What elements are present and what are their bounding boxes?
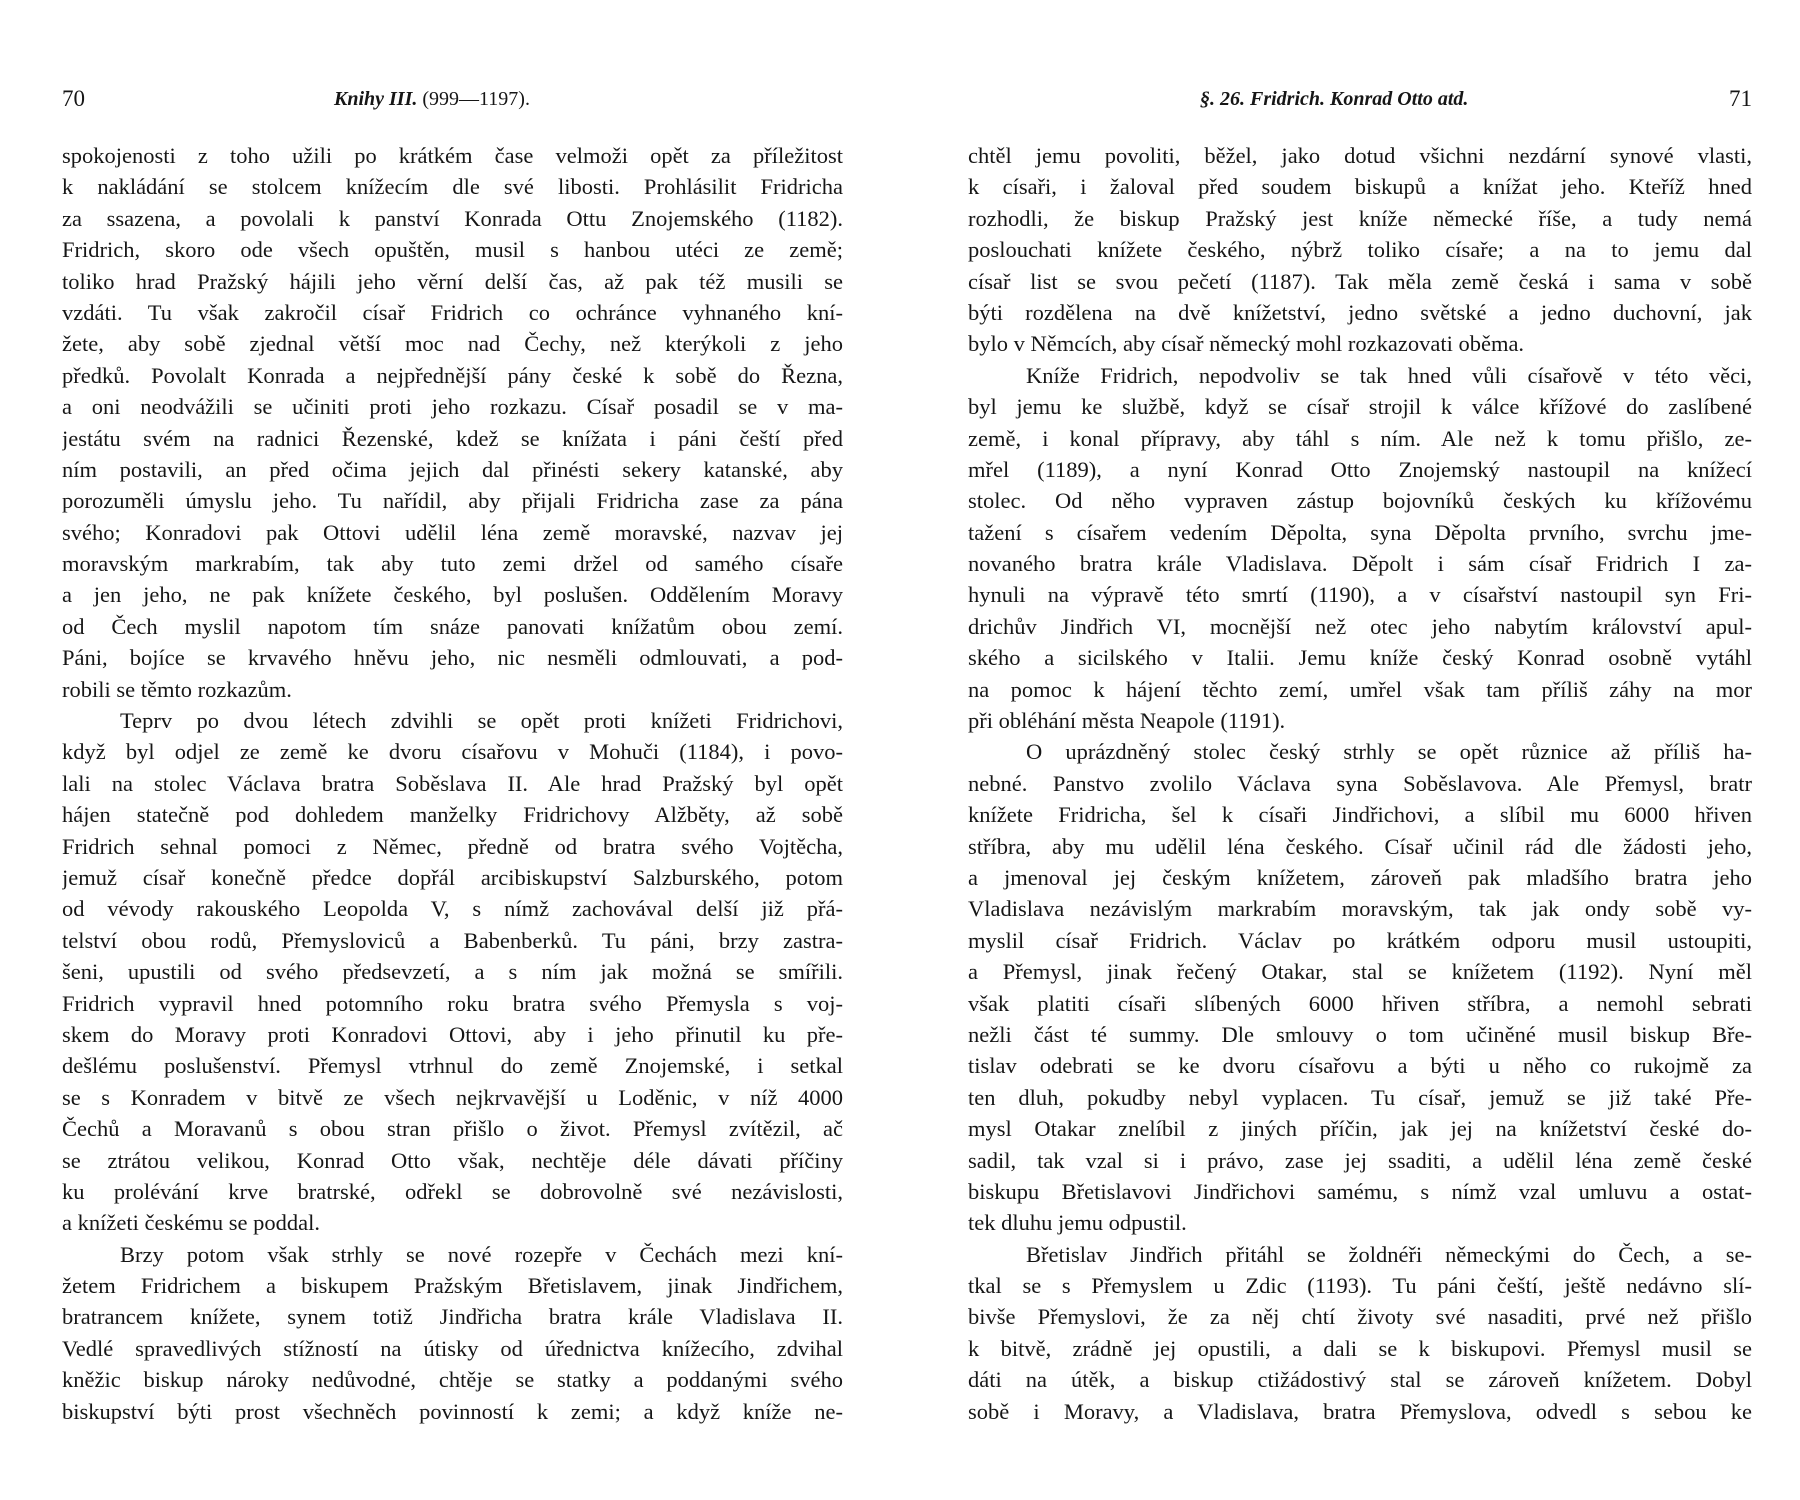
text-line: od vévody rakouského Leopolda V, s nímž zachovával delší již přá-	[62, 896, 843, 922]
text-line: když byl odjel ze země ke dvoru císařovu v Mohuči (1184), i povo-	[62, 739, 843, 765]
text-line: Čechů a Moravanů s obou stran přišlo o život. Přemysl zvítězil, ač	[62, 1116, 843, 1142]
text-line: od Čech myslil napotom tím snáze panovati knížatům obou zemí.	[62, 613, 843, 639]
text-line: biskupu Břetislavovi Jindřichovi samému, s nímž vzal umluvu a ostat-	[968, 1178, 1752, 1204]
text-line: žetem Fridrichem a biskupem Pražským Břetislavem, jinak Jindřichem,	[62, 1273, 843, 1299]
text-line: žete, aby sobě zjednal větší moc nad Čechy, než kterýkoli z jeho	[62, 331, 843, 357]
text-line: sadil, tak vzal si i právo, zase jej ssaditi, a udělil léna země české	[968, 1147, 1752, 1173]
text-line: tek dluhu jemu odpustil.	[968, 1210, 1187, 1236]
text-line: na pomoc k hájení těchto zemí, umřel však tam příliš záhy na mor	[968, 676, 1752, 702]
text-line: a knížeti českému se poddal.	[62, 1210, 321, 1236]
text-line: porozuměli úmyslu jeho. Tu nařídil, aby přijali Fridricha zase za pána	[62, 488, 843, 514]
text-line: však platiti císaři slíbených 6000 hřiven stříbra, a nemohl sebrati	[968, 990, 1752, 1016]
text-line: býti rozdělena na dvě knížetství, jedno světské a jedno duchovní, jak	[968, 299, 1752, 325]
text-line: se s Konradem v bitvě ze všech nejkrvavější u Loděnic, v níž 4000	[62, 1084, 843, 1110]
text-line: ku prolévání krve bratrské, odřekl se dobrovolně své nezávislosti,	[62, 1178, 843, 1204]
text-line: nežli část té summy. Dle smlouvy o tom učiněné musil biskup Bře-	[968, 1021, 1752, 1047]
text-line: moravským markrabím, tak aby tuto zemi držel od samého císaře	[62, 551, 843, 577]
text-line: Páni, bojíce se krvavého hněvu jeho, nic nesměli odmlouvati, a pod-	[62, 645, 843, 671]
text-line: spokojenosti z toho užili po krátkém čase velmoži opět za příležitost	[62, 143, 843, 168]
text-line: lali na stolec Václava bratra Soběslava II. Ale hrad Pražský byl opět	[62, 770, 843, 796]
right-page-text	[968, 140, 1752, 1427]
text-line: při obléhání města Neapole (1191).	[968, 708, 1286, 734]
text-line: knížete Fridricha, šel k císaři Jindřichovi, a slíbil mu 6000 hřiven	[968, 802, 1752, 828]
text-line: tažení s císařem vedením Děpolta, syna Děpolta prvního, svrchu jme-	[968, 519, 1752, 545]
left-page	[62, 0, 843, 1500]
text-line: stříbra, aby mu udělil léna českého. Císař učinil rád dle žádosti jeho,	[968, 833, 1752, 859]
running-title-text: Knihy III.	[334, 88, 418, 110]
running-title	[334, 88, 530, 111]
running-title: §. 26. Fridrich. Konrad Otto atd.	[1200, 88, 1469, 110]
text-line: tislav odebrati se ke dvoru císařovu a býti u něho co rukojmě za	[968, 1053, 1752, 1079]
text-line: bratrancem knížete, synem totiž Jindřicha bratra krále Vladislava II.	[62, 1304, 843, 1330]
text-line: nebné. Panstvo zvolilo Václava syna Soběslavova. Ale Přemysl, bratr	[968, 770, 1752, 796]
text-line: skem do Moravy proti Konradovi Ottovi, aby i jeho přinutil ku pře-	[62, 1021, 843, 1047]
text-line: se ztrátou velikou, Konrad Otto však, nechtěje déle dávati příčiny	[62, 1147, 843, 1173]
running-title-years: (999—1197).	[422, 88, 530, 110]
text-line: vzdáti. Tu však zakročil císař Fridrich co ochránce vyhnaného kní-	[62, 299, 843, 325]
text-line: císař list se svou pečetí (1187). Tak měla země česká i sama v sobě	[968, 268, 1752, 294]
text-line: toliko hrad Pražský hájili jeho věrní delší čas, až pak též musili se	[62, 268, 843, 294]
text-line: svého; Konradovi pak Ottovi udělil léna země moravské, nazvav jej	[62, 519, 843, 545]
text-line: telství obou rodů, Přemysloviců a Babenberků. Tu páni, brzy zastra-	[62, 927, 843, 953]
text-line: Brzy potom však strhly se nové rozepře v Čechách mezi kní-	[120, 1241, 843, 1267]
left-page-text	[62, 140, 843, 1427]
text-line: bylo v Němcích, aby císař německý mohl rozkazovati oběma.	[968, 331, 1525, 357]
text-line: ten dluh, pokudby nebyl vyplacen. Tu císař, jemuž se již také Pře-	[968, 1084, 1752, 1110]
text-line: byl jemu ke službě, když se císař strojil k válce křížové do zaslíbené	[968, 394, 1752, 420]
text-line: jestátu svém na radnici Řezenské, kdež se knížata i páni čeští před	[62, 425, 843, 451]
text-line: sobě i Moravy, a Vladislava, bratra Přemyslova, odvedl s sebou ke	[968, 1398, 1752, 1424]
text-line: Kníže Fridrich, nepodvoliv se tak hned vůli císařově v této věci,	[1026, 362, 1752, 388]
page-number: 71	[1729, 86, 1752, 111]
text-line: rozhodli, že biskup Pražský jest kníže německé říše, a tudy nemá	[968, 205, 1752, 231]
text-line: hájen statečně pod dohledem manželky Fridrichovy Alžběty, až sobě	[62, 802, 843, 828]
text-line: a Přemysl, jinak řečený Otakar, stal se knížetem (1192). Nyní měl	[968, 959, 1752, 985]
text-line: chtěl jemu povoliti, běžel, jako dotud všichni nezdární synové vlasti,	[968, 143, 1752, 168]
text-line: ním postavili, an před očima jejich dal přinésti sekery katanské, aby	[62, 456, 843, 482]
text-line: Vladislava nezávislým markrabím moravským, tak jak ondy sobě vy-	[968, 896, 1752, 922]
text-line: O uprázdněný stolec český strhly se opět různice až příliš ha-	[1026, 739, 1752, 765]
text-line: země, i konal přípravy, aby táhl s ním. Ale než k tomu přišlo, ze-	[968, 425, 1752, 451]
text-line: Fridrich vypravil hned potomního roku bratra svého Přemysla s voj-	[62, 990, 843, 1016]
text-line: k císaři, i žaloval před soudem biskupů a knížat jeho. Kteříž hned	[968, 174, 1752, 200]
right-running-head	[968, 88, 1752, 118]
text-line: a oni neodvážili se učiniti proti jeho rozkazu. Císař posadil se v ma-	[62, 394, 843, 420]
page-number: 70	[62, 86, 85, 111]
text-line: kněžic biskup nároky nedůvodné, chtěje se statky a poddanými svého	[62, 1367, 843, 1393]
text-line: šeni, upustili od svého předsevzetí, a s ním jak možná se smířili.	[62, 959, 843, 985]
text-line: předků. Povolalt Konrada a nejpřednější pány české k sobě do Řezna,	[62, 362, 843, 388]
text-line: za ssazena, a povolali k panství Konrada Ottu Znojemského (1182).	[62, 205, 843, 231]
left-running-head	[62, 88, 843, 118]
text-line: myslil císař Fridrich. Václav po krátkém odporu musil ustoupiti,	[968, 927, 1752, 953]
text-line: stolec. Od něho vypraven zástup bojovníků českých ku křížovému	[968, 488, 1752, 514]
text-line: a jmenoval jej českým knížetem, zároveň pak mladšího bratra jeho	[968, 864, 1752, 890]
text-line: Fridrich sehnal pomoci z Němec, předně od bratra svého Vojtěcha,	[62, 833, 843, 859]
text-line: Fridrich, skoro ode všech opuštěn, musil s hanbou utéci ze země;	[62, 237, 843, 263]
text-line: Teprv po dvou létech zdvihli se opět proti knížeti Fridrichovi,	[120, 708, 843, 734]
text-line: biskupství býti prost všechněch povinností k zemi; a když kníže ne-	[62, 1398, 843, 1424]
text-line: mysl Otakar znelíbil z jiných příčin, jak jej na knížetství české do-	[968, 1116, 1752, 1142]
text-line: dešlému poslušenství. Přemysl vtrhnul do země Znojemské, i setkal	[62, 1053, 843, 1079]
text-line: hynuli na výpravě této smrtí (1190), a v císařství nastoupil syn Fri-	[968, 582, 1752, 608]
text-line: novaného bratra krále Vladislava. Děpolt i sám císař Fridrich I za-	[968, 551, 1752, 577]
text-line: jemuž císař konečně předce dopřál arcibiskupství Salzburského, potom	[62, 864, 843, 890]
text-line: dáti na útěk, a biskup ctižádostivý stal se zároveň knížetem. Dobyl	[968, 1367, 1752, 1393]
text-line: mřel (1189), a nyní Konrad Otto Znojemský nastoupil na knížecí	[968, 456, 1752, 482]
text-line: k nakládání se stolcem knížecím dle své libosti. Prohlásilit Fridricha	[62, 174, 843, 200]
text-line: Vedlé spravedlivých stížností na útisky od úřednictva knížecího, zdvihal	[62, 1335, 843, 1361]
text-line: drichův Jindřich VI, mocnější než otec jeho nabytím království apul-	[968, 613, 1752, 639]
text-line: k bitvě, zrádně jej opustili, a dali se k biskupovi. Přemysl musil se	[968, 1335, 1752, 1361]
text-line: tkal se s Přemyslem u Zdic (1193). Tu páni čeští, ještě nedávno slí-	[968, 1273, 1752, 1299]
text-line: a jen jeho, ne pak knížete českého, byl poslušen. Oddělením Moravy	[62, 582, 843, 608]
right-page	[968, 0, 1752, 1500]
text-line: poslouchati knížete českého, nýbrž toliko císaře; a na to jemu dal	[968, 237, 1752, 263]
text-line: ského a sicilského v Italii. Jemu kníže český Konrad osobně vytáhl	[968, 645, 1752, 671]
text-line: robili se těmto rozkazům.	[62, 676, 292, 702]
text-line: Břetislav Jindřich přitáhl se žoldnéři německými do Čech, a se-	[1026, 1241, 1752, 1267]
text-line: bivše Přemyslovi, že za něj chtí životy své nasaditi, prvé než přišlo	[968, 1304, 1752, 1330]
